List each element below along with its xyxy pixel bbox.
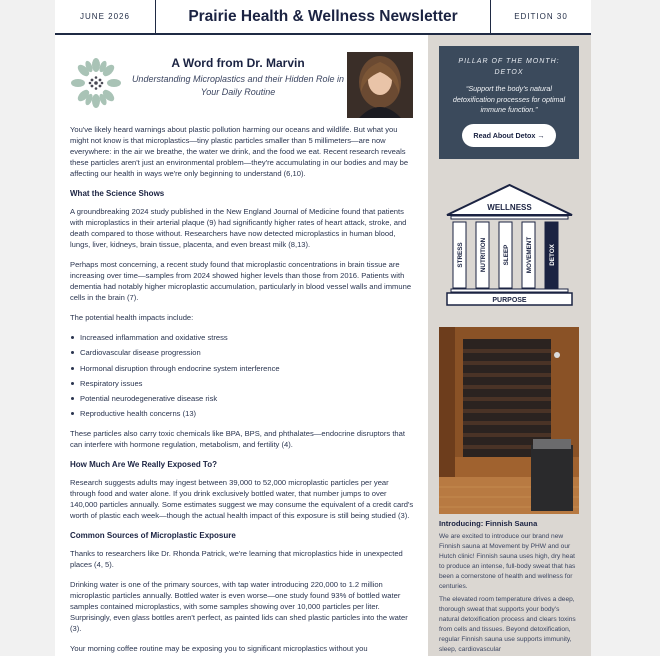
list-item: Hormonal disruption through endocrine system interference	[80, 363, 415, 374]
sidebar	[428, 35, 591, 656]
temple-top-label: WELLNESS	[487, 203, 532, 212]
paragraph-6: Research suggests adults may ingest between 39,000 to 52,000 microplastic particles per year through food and water alone. If you drink exclusively bottled water, that number jumps to over 140,000 particles annually. Some estimates suggest we may consume the equivalent of a credit card's worth of plastic each week—though the actual health impact of this exposure is still being studied (3).	[70, 478, 414, 521]
paragraph-2: A groundbreaking 2024 study published in the New England Journal of Medicine found that patients with microplastics in their arterial plaque (9) had significantly higher rates of heart attack, stroke, and death compared to those without. Researchers have now detected microplastics in human blood, lungs, liver, kidneys, brain tissue, placenta, and even breast milk (8,13).	[70, 207, 407, 249]
list-item: Respiratory issues	[80, 378, 415, 389]
sauna-paragraph-1: We are excited to introduce our brand new Finnish sauna at Movement by PHW and our Hutch clinic! Finnish sauna uses high, dry heat to produce an intense, full-body sweat that has been a cornerstone of health and wellness for centuries.	[439, 533, 576, 590]
doctor-portrait	[347, 52, 413, 118]
temple-base-label: PURPOSE	[492, 297, 527, 304]
paragraph-7: Thanks to researchers like Dr. Rhonda Patrick, we're learning that microplastics hide in unexpected places (4, 5).	[70, 549, 403, 570]
paragraph-3: Perhaps most concerning, a recent study found that microplastic concentrations in brain tissue are increasing over time—samples from 2024 showed higher levels than those from 2016. Patients with dementia had notably higher microplastic accumulation, particularly in blood vessel walls and immune cells in the brain (7).	[70, 260, 412, 302]
newsletter-title: Prairie Health & Wellness Newsletter	[188, 7, 458, 25]
paragraph-5: These particles also carry toxic chemicals like BPA, BPS, and phthalates—endocrine disruptors that can interfere with hormone regulation, metabolism, and fertility (4).	[70, 429, 405, 450]
section-heading-exposure: How Much Are We Really Exposed To?	[70, 460, 217, 470]
article-subtitle: Understanding Microplastics and their Hidden Role in Your Daily Routine	[131, 74, 345, 97]
temple-column-sleep: SLEEP	[503, 244, 510, 266]
intro-heading	[128, 58, 348, 98]
paragraph-1: You've likely heard warnings about plastic pollution harming our oceans and wildlife. But what you might not know is that microplastics—tiny plastic particles smaller than 5 millimeters—are now everywhere: in the air we breathe, the water we drink, and the food we eat. Recent research reveals these particles aren't just an environmental problem—they're accumulating in our bodies and may be affecting our health in ways we're only beginning to understand (6,10).	[70, 125, 409, 178]
finnish-sauna-photo	[439, 327, 579, 514]
sauna-heading: Introducing: Finnish Sauna	[439, 519, 538, 528]
pillar-kicker	[439, 56, 579, 78]
pillar-name: DETOX	[494, 69, 524, 76]
paragraph-8: Drinking water is one of the primary sources, with tap water introducing 220,000 to 1.2 million microplastic particles annually. Bottled water is even worse—one study found 93% of bottled water samples contained microplastics, with some samples showing over 10,000 particles per liter. Surprisingly, even glass bottles aren't perfect, as painted lids can shed plastic particles into the water (3).	[70, 580, 408, 634]
pillar-quote: “Support the body's natural detoxification processes for optimal immune function.”	[452, 84, 566, 114]
read-about-detox-button[interactable]: Read About Detox →	[462, 124, 555, 147]
temple-column-nutrition: NUTRITION	[480, 237, 487, 273]
temple-column-stress: STRESS	[457, 242, 464, 268]
temple-column-detox: DETOX	[549, 244, 556, 266]
issue-date: JUNE 2026	[55, 0, 156, 33]
temple-column-movement: MOVEMENT	[526, 236, 533, 274]
pillar-label: PILLAR OF THE MONTH:	[458, 58, 560, 65]
newsletter-page	[55, 0, 591, 656]
list-item: Potential neurodegenerative disease risk	[80, 393, 415, 404]
section-heading-science: What the Science Shows	[70, 189, 165, 198]
main-article	[70, 52, 415, 656]
list-item: Cardiovascular disease progression	[80, 347, 415, 358]
sauna-paragraph-2: The elevated room temperature drives a deep, thorough sweat that supports your body's natural detoxification process and clears toxins from cells and tissues. Beyond detoxification, regular Finnish sauna use supports immunity, sleep, cardiovascular	[439, 596, 576, 653]
article-intro	[70, 52, 415, 124]
section-heading-sources: Common Sources of Microplastic Exposure	[70, 531, 236, 541]
edition-number: EDITION 30	[490, 0, 591, 33]
paragraph-4: The potential health impacts include:	[70, 313, 194, 322]
list-item: Increased inflammation and oxidative stress	[80, 332, 415, 343]
pillar-of-month-card	[439, 46, 579, 159]
paragraph-9: Your morning coffee routine may be exposing you to significant microplastics without you	[70, 644, 368, 654]
article-title: A Word from Dr. Marvin	[171, 56, 305, 70]
wellness-temple-diagram	[443, 183, 576, 306]
flower-logo-icon	[70, 57, 122, 109]
list-item: Reproductive health concerns (13)	[80, 408, 415, 419]
newsletter-header	[55, 0, 591, 35]
health-impacts-list	[70, 332, 415, 419]
